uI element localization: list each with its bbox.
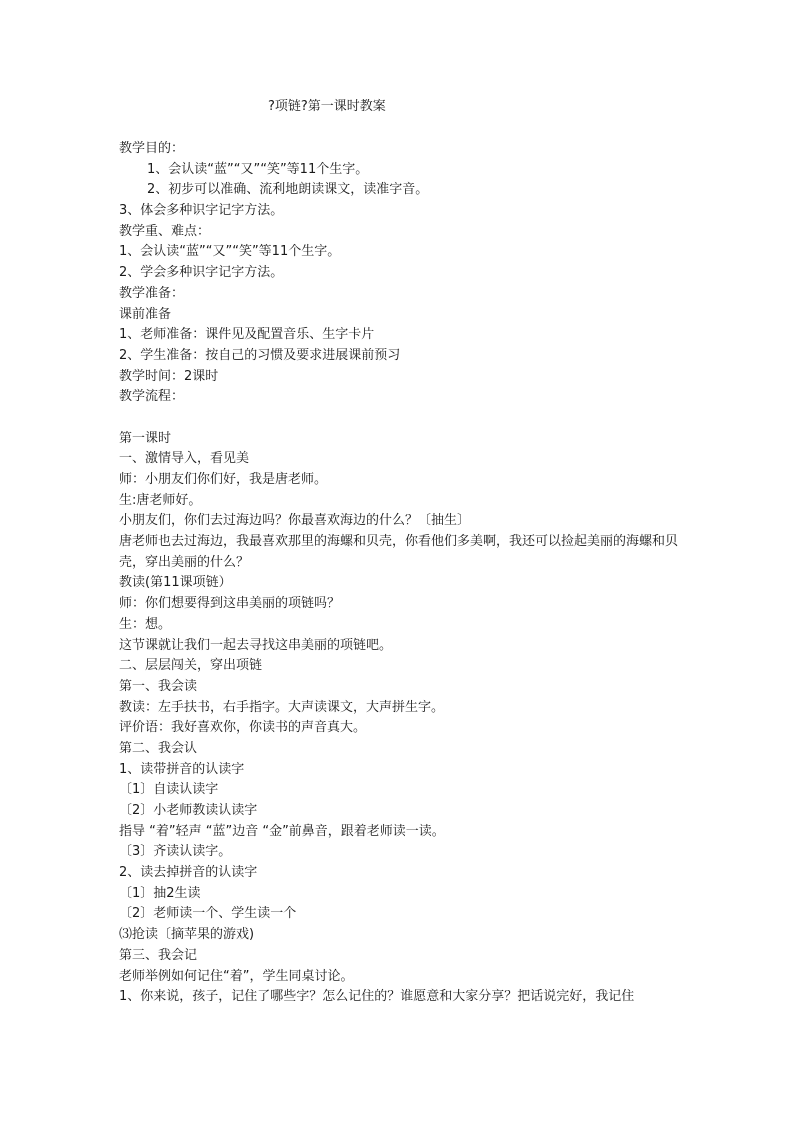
text-line: 教学重、难点： bbox=[119, 223, 211, 239]
text-line: 一、激情导入，看见美 bbox=[119, 451, 250, 467]
text-line: 第一、我会读 bbox=[119, 678, 198, 694]
text-line: 〔3〕齐读认读字。 bbox=[119, 844, 232, 860]
text-line: 生:唐老师好。 bbox=[119, 492, 202, 508]
text-line: 第一课时 bbox=[119, 430, 172, 446]
text-line: 3、体会多种识字记字方法。 bbox=[119, 203, 284, 219]
blank-line bbox=[119, 408, 689, 429]
text-line: 第三、我会记 bbox=[119, 947, 198, 963]
text-line: 课前准备 bbox=[119, 306, 172, 322]
text-line: 这节课就让我们一起去寻找这串美丽的项链吧。 bbox=[119, 637, 393, 653]
text-line: 1、会认读“蓝”“又”“笑”等11个生字。 bbox=[119, 244, 341, 260]
document-body bbox=[119, 139, 689, 1008]
text-line: 1、读带拼音的认读字 bbox=[119, 761, 245, 777]
text-line: 老师举例如何记住“着”，学生同桌讨论。 bbox=[119, 968, 354, 984]
text-line: ⑶抢读〔摘苹果的游戏) bbox=[119, 927, 255, 943]
page-title: ?项链?第一课时教案 bbox=[268, 99, 386, 114]
text-line: 教学时间：2课时 bbox=[119, 368, 219, 384]
text-line: 教学目的： bbox=[119, 141, 185, 156]
text-line: 1、你来说，孩子，记住了哪些字？怎么记住的？谁愿意和大家分享？把话说完好，我记住 bbox=[119, 989, 635, 1005]
text-line: 二、层层闯关，穿出项链 bbox=[119, 658, 263, 674]
text-line: 教学准备： bbox=[119, 285, 185, 301]
text-line: 教读：左手扶书，右手指字。大声读课文，大声拼生字。 bbox=[119, 699, 445, 715]
text-line: 2、读去掉拼音的认读字 bbox=[119, 865, 258, 881]
text-line: 教学流程： bbox=[119, 389, 185, 405]
text-line: 师：你们想要得到这串美丽的项链吗？ bbox=[119, 596, 341, 612]
text-line: 〔1〕自读认读字 bbox=[119, 782, 219, 798]
text-line: 1、会认读“蓝”“又”“笑”等11个生字。 bbox=[147, 161, 369, 177]
text-line: 教读(第11课项链） bbox=[119, 575, 232, 591]
text-line: 指导 “着”轻声 “蓝”边音 “金”前鼻音，跟着老师读一读。 bbox=[119, 823, 445, 839]
text-line: 师：小朋友们你们好，我是唐老师。 bbox=[119, 472, 328, 487]
text-line: 唐老师也去过海边，我最喜欢那里的海螺和贝壳，你看他们多美啊，我还可以捡起美丽的海螺和贝壳，穿出美丽的什么？ bbox=[119, 534, 679, 570]
text-line: 2、学会多种识字记字方法。 bbox=[119, 265, 284, 281]
text-line: 生：想。 bbox=[119, 616, 172, 632]
text-line: 〔2〕老师读一个、学生读一个 bbox=[119, 906, 297, 922]
text-line: 2、学生准备：按自己的习惯及要求进展课前预习 bbox=[119, 347, 401, 363]
text-line: 〔2〕小老师教读认读字 bbox=[119, 803, 258, 819]
text-line: 第二、我会认 bbox=[119, 740, 198, 756]
text-line: 评价语：我好喜欢你，你读书的声音真大。 bbox=[119, 720, 367, 736]
text-line: 〔1〕抽2生读 bbox=[119, 885, 201, 901]
text-line: 2、初步可以准确、流利地朗读课文，读准字音。 bbox=[147, 182, 429, 198]
text-line: 1、老师准备：课件见及配置音乐、生字卡片 bbox=[119, 327, 375, 343]
text-line: 小朋友们，你们去过海边吗？你最喜欢海边的什么？〔抽生〕 bbox=[119, 513, 471, 529]
